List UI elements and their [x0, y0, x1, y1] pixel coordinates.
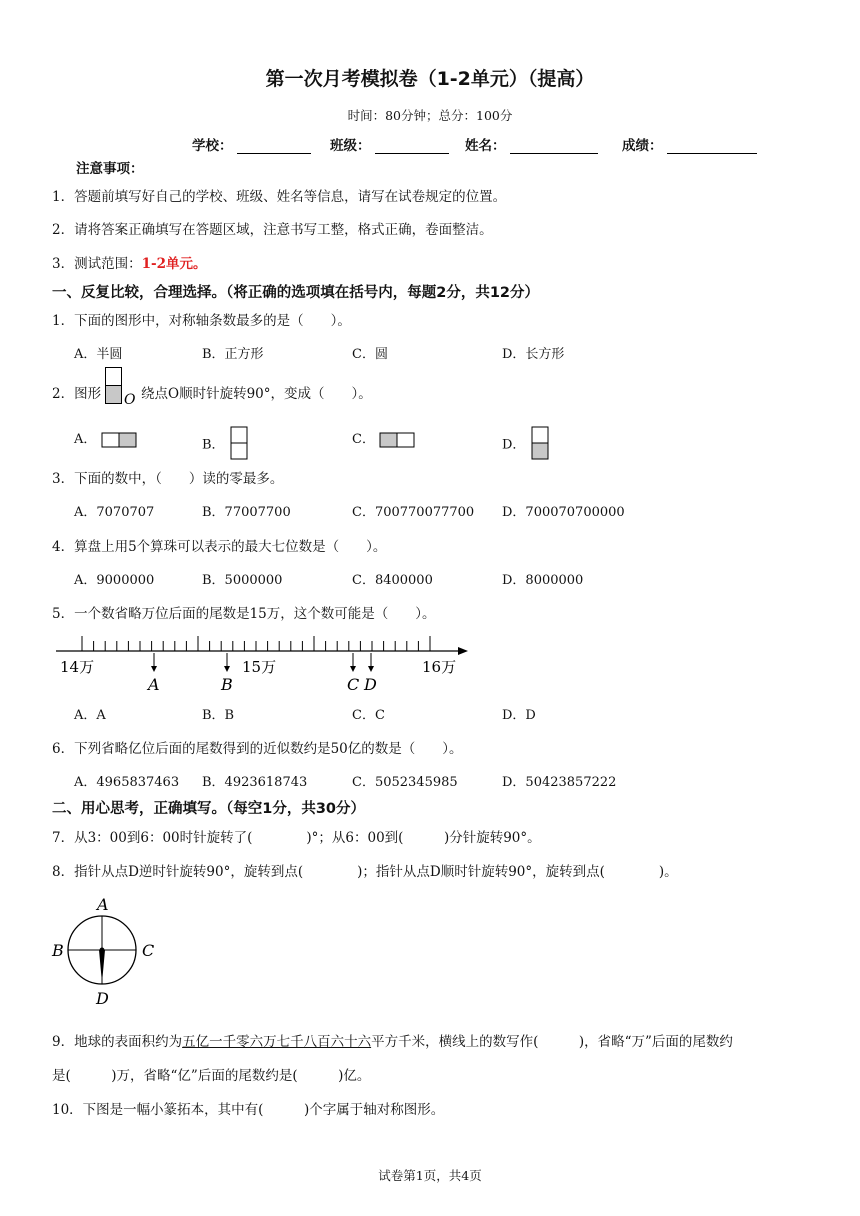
q7-text: 7．从3：00到6：00时针旋转了( )°；从6：00到( )分针旋转90°。: [52, 830, 541, 846]
q3-text: 3．下面的数中，（ ）读的零最多。: [52, 471, 284, 487]
q1-option-a[interactable]: A．半圆: [74, 347, 123, 362]
compass-label-d: D: [96, 989, 109, 1008]
q6-option-c[interactable]: C．5052345985: [352, 775, 458, 790]
q2-option-c[interactable]: C．: [352, 428, 415, 449]
compass-label-a: A: [97, 895, 109, 914]
note-1: 1．答题前填写好自己的学校、班级、姓名等信息，请写在试卷规定的位置。: [52, 189, 507, 205]
test-range: 1-2单元。: [141, 256, 207, 272]
q2-option-d[interactable]: D．: [502, 428, 550, 462]
page-title: 第一次月考模拟卷（1-2单元）（提高）: [265, 68, 595, 90]
note-2: 2．请将答案正确填写在答题区域，注意书写工整，格式正确，卷面整洁。: [52, 222, 493, 238]
q4-option-c[interactable]: C．8400000: [352, 573, 433, 588]
q10-text: 10．下图是一幅小篆拓本，其中有( )个字属于轴对称图形。: [52, 1102, 445, 1118]
number-line-arrowhead: [458, 647, 468, 655]
tick-label-15: 15万: [242, 658, 277, 676]
page-footer: 试卷第1页，共4页: [378, 1168, 482, 1183]
q3-option-d[interactable]: D．700070700000: [502, 505, 625, 520]
note-3: 3．测试范围：1-2单元。: [52, 256, 207, 272]
q6-option-a[interactable]: A．4965837463: [74, 775, 180, 790]
q6-option-b[interactable]: B．4923618743: [202, 775, 308, 790]
section1-heading: 一、反复比较，合理选择。（将正确的选项填在括号内，每题2分，共12分）: [52, 285, 540, 301]
name-blank[interactable]: [510, 139, 598, 154]
point-o-label: O: [124, 392, 136, 406]
q2-option-b-figure: [229, 426, 249, 460]
q2-option-b[interactable]: B．: [202, 428, 249, 462]
q4-text: 4．算盘上用5个算珠可以表示的最大七位数是（ ）。: [52, 539, 387, 555]
q9-line1: 9．地球的表面积约为五亿一千零六万七千八百六十六平方千米，横线上的数写作( )，省略“万”后面的尾数约: [52, 1034, 733, 1050]
q5-option-b[interactable]: B．B: [202, 708, 235, 723]
q5-option-a[interactable]: A．A: [74, 708, 106, 723]
tick-label-16: 16万: [422, 658, 457, 676]
q2-option-d-figure: [530, 426, 550, 460]
point-a-label: A: [148, 675, 160, 694]
q1-text: 1．下面的图形中，对称轴条数最多的是（ ）。: [52, 313, 351, 329]
compass-label-c: C: [142, 941, 155, 960]
score-blank[interactable]: [667, 139, 757, 154]
q3-option-a[interactable]: A．7070707: [74, 505, 155, 520]
exam-meta: 时间：80分钟；总分：100分: [347, 108, 513, 123]
q5-text: 5．一个数省略万位后面的尾数是15万，这个数可能是（ ）。: [52, 606, 436, 622]
q4-option-b[interactable]: B．5000000: [202, 573, 283, 588]
tick-label-14: 14万: [60, 658, 95, 676]
q8-text: 8．指针从点D逆时针旋转90°，旋转到点( )；指针从点D顺时针旋转90°，旋转到点( )。: [52, 864, 678, 880]
q1-option-c[interactable]: C．圆: [352, 347, 388, 362]
point-b-label: B: [221, 675, 233, 694]
number-line-ticks: [82, 636, 430, 651]
q8-compass-diagram: [48, 893, 164, 1009]
q4-option-a[interactable]: A．9000000: [74, 573, 155, 588]
q5-option-d[interactable]: D．D: [502, 708, 536, 723]
q6-text: 6．下列省略亿位后面的尾数得到的近似数约是50亿的数是（ ）。: [52, 741, 463, 757]
score-field: 成绩：: [622, 134, 757, 154]
q2-suffix: 绕点O顺时针旋转90°，变成（ ）。: [141, 386, 372, 402]
class-blank[interactable]: [375, 139, 449, 154]
q2-option-a-figure: [101, 431, 137, 449]
q9-line2: 是( )万，省略“亿”后面的尾数约是( )亿。: [52, 1068, 371, 1084]
compass-label-b: B: [52, 941, 64, 960]
school-blank[interactable]: [237, 139, 311, 154]
point-d-label: D: [364, 675, 377, 694]
q9-underlined-number: 五亿一千零六万七千八百六十六: [182, 1034, 372, 1050]
q5-option-c[interactable]: C．C: [352, 708, 385, 723]
section2-heading: 二、用心思考，正确填写。（每空1分，共30分）: [52, 801, 366, 817]
name-field: 姓名：: [465, 134, 598, 154]
q1-option-d[interactable]: D．长方形: [502, 347, 565, 362]
q2-option-a[interactable]: A．: [74, 428, 137, 449]
q3-option-b[interactable]: B．77007700: [202, 505, 291, 520]
q2-option-c-figure: [379, 431, 415, 449]
q5-number-line: [52, 622, 482, 698]
class-field: 班级：: [330, 134, 449, 154]
point-c-label: C: [347, 675, 360, 694]
pointer-pivot: [100, 948, 105, 953]
q4-option-d[interactable]: D．8000000: [502, 573, 584, 588]
q2-figure: [104, 366, 144, 406]
q1-option-b[interactable]: B．正方形: [202, 347, 264, 362]
q6-option-d[interactable]: D．50423857222: [502, 775, 617, 790]
school-field: 学校：: [192, 134, 311, 154]
q3-option-c[interactable]: C．700770077700: [352, 505, 475, 520]
notes-heading: 注意事项：: [76, 161, 144, 177]
q2-prefix: 2．图形: [52, 386, 102, 402]
